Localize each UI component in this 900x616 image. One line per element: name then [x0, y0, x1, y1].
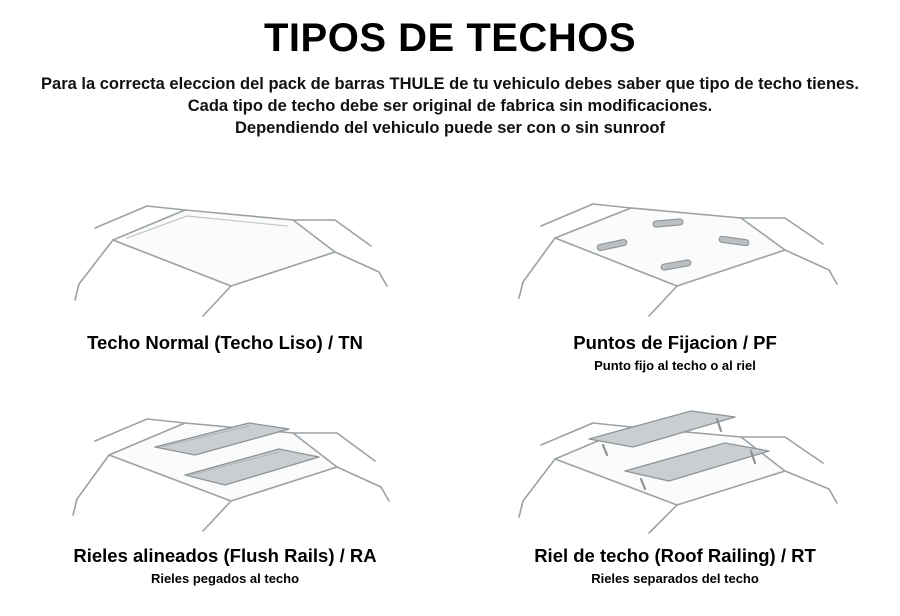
roof-type-caption-ra: Rieles alineados (Flush Rails) / RA: [73, 545, 377, 566]
roof-type-item-tn: [0, 166, 450, 381]
roof-types-infographic: [0, 16, 900, 616]
subtitle-block: [0, 73, 900, 139]
car-roof-flush-rails-icon: [35, 389, 415, 539]
subtitle-line-2: Cada tipo de techo debe ser original de fabrica sin modificaciones.: [187, 97, 713, 115]
roof-type-item-ra: [0, 381, 450, 596]
roof-type-caption-pf: Puntos de Fijacion / PF: [573, 332, 777, 353]
car-roof-fixpoint-icon: [485, 176, 865, 326]
roof-type-grid: [0, 166, 900, 596]
subtitle-line-1: Para la correcta eleccion del pack de barras THULE de tu vehiculo debes saber que tipo de techo tienes.: [41, 75, 859, 93]
roof-type-subcaption-pf: Punto fijo al techo o al riel: [594, 358, 756, 373]
car-roof-raised-railing-icon: [485, 389, 865, 539]
roof-type-subcaption-ra: Rieles pegados al techo: [150, 571, 300, 586]
subtitle-line-3: Dependiendo del vehiculo puede ser con o sin sunroof: [235, 119, 665, 137]
roof-type-item-rt: [450, 381, 900, 596]
roof-type-caption-tn: Techo Normal (Techo Liso) / TN: [87, 332, 363, 353]
roof-type-item-pf: [450, 166, 900, 381]
roof-type-subcaption-rt: Rieles separados del techo: [591, 571, 759, 586]
roof-type-caption-rt: Riel de techo (Roof Railing) / RT: [534, 545, 816, 566]
car-roof-plain-icon: [35, 176, 415, 326]
page-title: TIPOS DE TECHOS: [264, 16, 636, 60]
